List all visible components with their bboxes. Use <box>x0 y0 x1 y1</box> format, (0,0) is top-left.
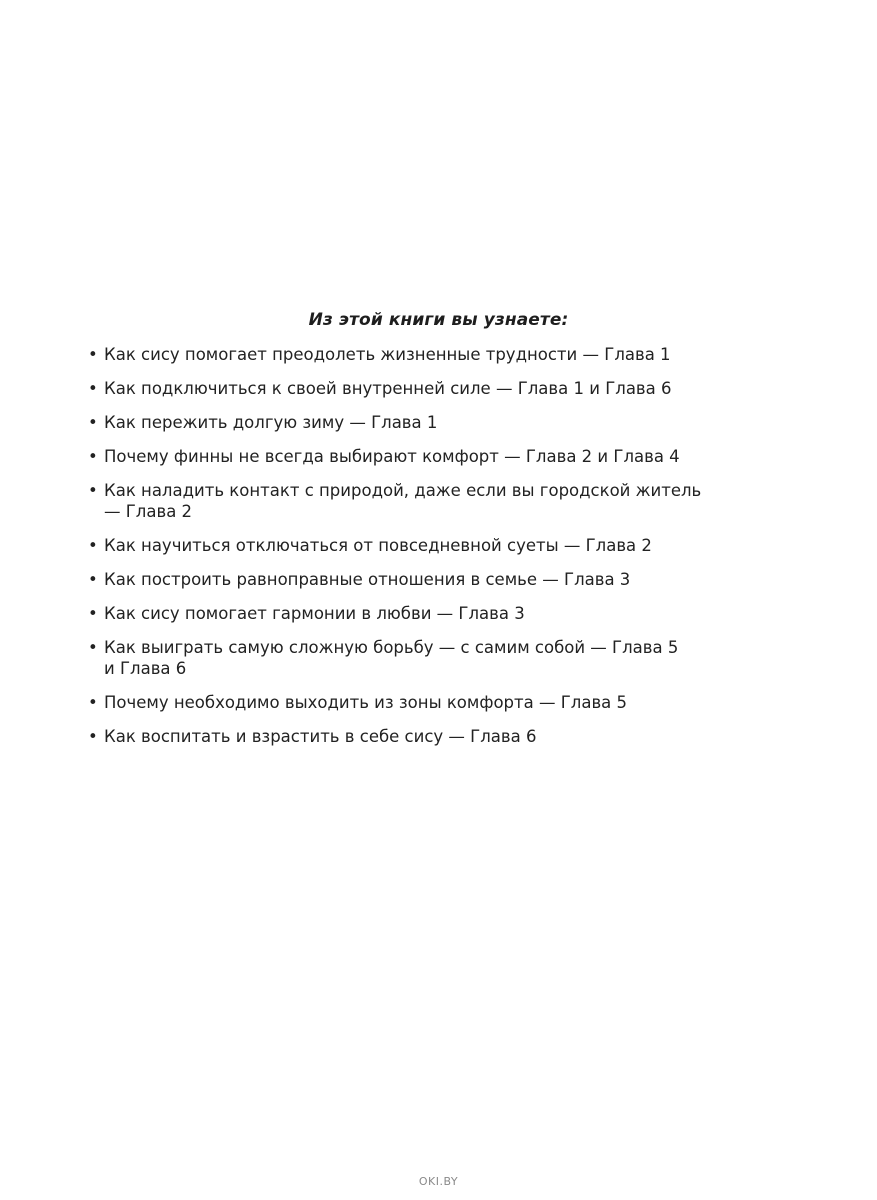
bullet-icon: • <box>88 447 98 466</box>
list-item <box>86 446 726 467</box>
bullet-icon: • <box>88 693 98 712</box>
list-item-text: Как воспитать и взрастить в себе сису — Глава 6 <box>104 727 537 746</box>
list-item <box>86 344 726 365</box>
bullet-icon: • <box>88 638 98 657</box>
list-item <box>86 480 704 522</box>
list-item <box>86 569 726 590</box>
list-item <box>86 535 726 556</box>
bullet-icon: • <box>88 604 98 623</box>
list-item-text: Как построить равноправные отношения в семье — Глава 3 <box>104 570 631 589</box>
section-heading: Из этой книги вы узнаете: <box>308 310 569 330</box>
list-item-text: Как выиграть самую сложную борьбу — с самим собой — Глава 5 и Глава 6 <box>104 638 679 678</box>
chapter-topics-list <box>86 344 726 760</box>
list-item <box>86 603 726 624</box>
list-item-text: Как сису помогает преодолеть жизненные трудности — Глава 1 <box>104 345 671 364</box>
bullet-icon: • <box>88 345 98 364</box>
bullet-icon: • <box>88 570 98 589</box>
list-item <box>86 726 726 747</box>
list-item-text: Как подключиться к своей внутренней силе — Глава 1 и Глава 6 <box>104 379 672 398</box>
list-item <box>86 692 726 713</box>
list-item-text: Почему финны не всегда выбирают комфорт — Глава 2 и Глава 4 <box>104 447 680 466</box>
bullet-icon: • <box>88 379 98 398</box>
list-item-text: Как пережить долгую зиму — Глава 1 <box>104 413 438 432</box>
list-item-text: Как наладить контакт с природой, даже если вы городской житель — Глава 2 <box>104 481 702 521</box>
list-item-text: Как научиться отключаться от повседневной суеты — Глава 2 <box>104 536 652 555</box>
list-item <box>86 412 726 433</box>
bullet-icon: • <box>88 481 98 500</box>
bullet-icon: • <box>88 413 98 432</box>
bullet-icon: • <box>88 727 98 746</box>
site-watermark: OKI.BY <box>418 1175 459 1188</box>
list-item <box>86 637 684 679</box>
list-item-text: Почему необходимо выходить из зоны комфорта — Глава 5 <box>104 693 628 712</box>
bullet-icon: • <box>88 536 98 555</box>
list-item-text: Как сису помогает гармонии в любви — Глава 3 <box>104 604 525 623</box>
list-item <box>86 378 726 399</box>
